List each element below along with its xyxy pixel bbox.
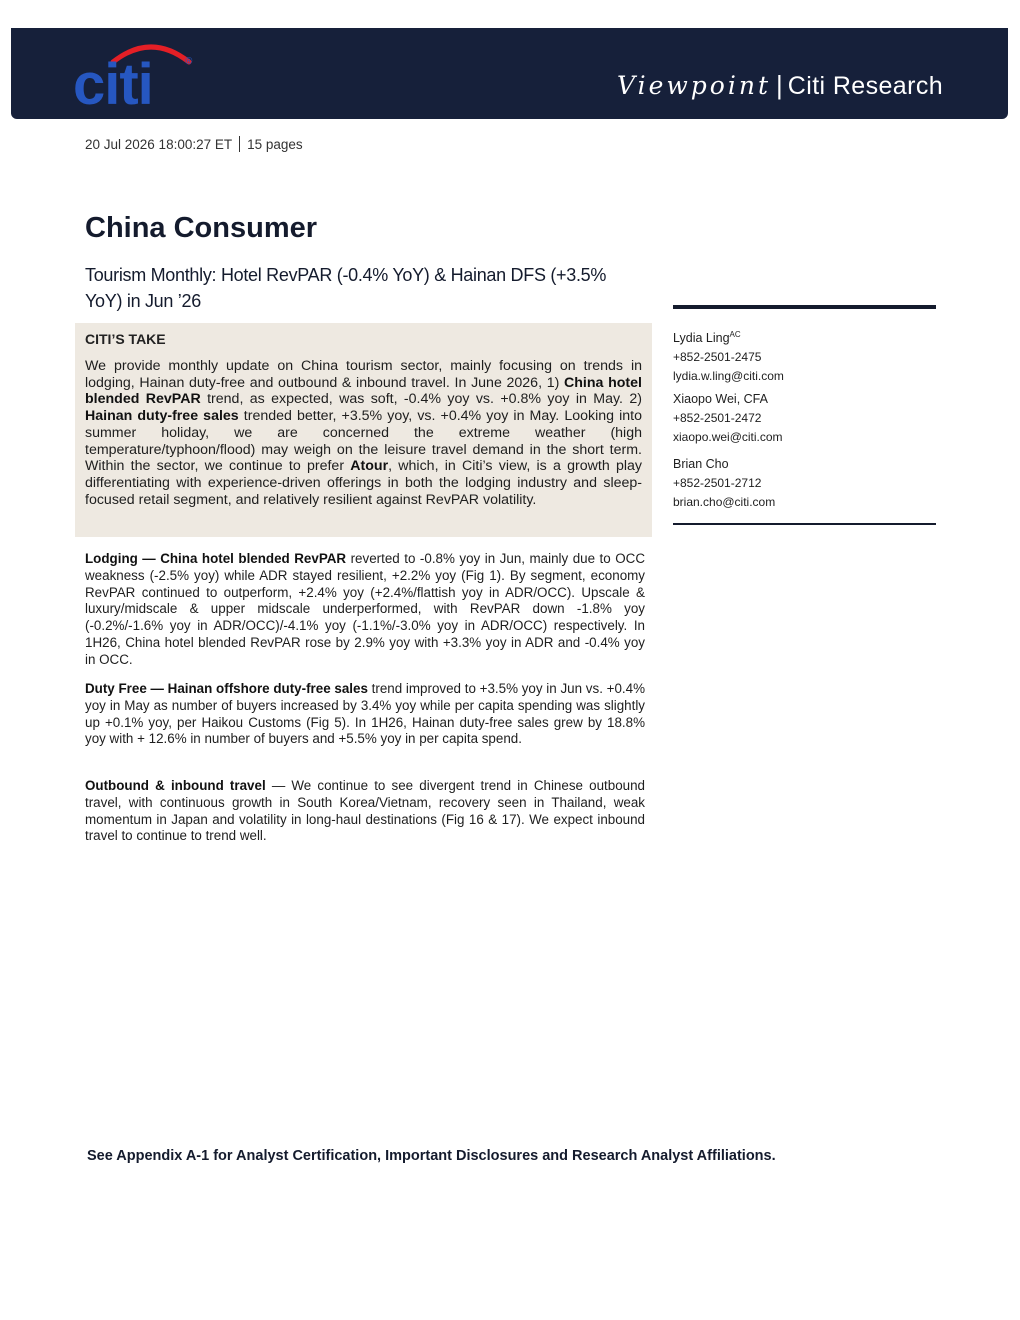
take-text: trended better, +3.5% yoy, vs. +0.4% yoy in May. Looking into summer holiday, we are concerned the extreme weather (high temperature/typhoon/flood) may weigh on the leisure travel demand in the short term. Within the sector, we continue to prefer [85, 408, 643, 475]
analyst-phone: +852-2501-2475 [673, 350, 762, 365]
citi-logo [73, 38, 201, 112]
citis-take-body [85, 358, 642, 508]
travel-section [85, 778, 645, 845]
publish-date: 20 Jul 2026 18:00:27 ET [85, 137, 233, 152]
dateline [85, 136, 303, 152]
section-lead: Outbound & inbound travel [85, 778, 266, 793]
analyst-cert-mark: AC [729, 330, 741, 339]
analyst-phone: +852-2501-2712 [673, 476, 762, 490]
svg-text:citi: citi [73, 52, 153, 112]
report-headline: Tourism Monthly: Hotel RevPAR (-0.4% YoY) & Hainan DFS (+3.5% YoY) in Jun ’26 [85, 265, 607, 311]
page-count: 15 pages [247, 137, 303, 152]
svg-text:®: ® [185, 56, 193, 67]
lodging-section [85, 551, 645, 669]
brand-separator: | [776, 70, 783, 100]
analyst-email[interactable]: xiaopo.wei@citi.com [673, 430, 783, 444]
analyst-name: Xiaopo Wei, CFA [673, 392, 768, 406]
section-text: reverted to -0.8% yoy in Jun, mainly due to OCC weakness (-2.5% yoy) while ADR stayed resilient, +2.2% yoy (Fig 1). By segment, economy RevPAR continued to outperform, +2.4% yoy (+2.4%/flattish yoy in ADR/OCC). Upscale & luxury/midscale & upper midscale underperformed, with RevPAR down -1.8% yoy (-0.2%/-1.6% yoy in ADR/OCC)/-4.1% yoy (-1.1%/-3.0% yoy in ADR/OCC) respectively. In 1H26, China hotel blended RevPAR rose by 2.9% yoy with +3.3% yoy in ADR and -0.4% yoy in OCC. [85, 551, 645, 667]
analyst-card [673, 325, 936, 386]
take-highlight: China hotel blended RevPAR [85, 374, 642, 408]
analyst-email[interactable]: lydia.w.ling@citi.com [673, 369, 784, 384]
analyst-name: Brian Cho [673, 457, 729, 471]
citis-take-box [75, 323, 652, 537]
analyst-card [673, 455, 936, 512]
analyst-phone: +852-2501-2472 [673, 411, 762, 425]
take-text: trend, as expected, was soft, -0.4% yoy vs. +0.8% yoy in May. 2) [200, 391, 642, 408]
take-text: We provide monthly update on China tourism sector, mainly focusing on trends in lodging, Hainan duty-free and outbound & inbound travel. In June 2026, 1) [85, 358, 642, 391]
section-lead: Lodging — China hotel blended RevPAR [85, 551, 347, 566]
analyst-name: Lydia Ling$^{AC}$ [673, 330, 741, 346]
header-banner [11, 28, 1008, 119]
analyst-email[interactable]: brian.cho@citi.com [673, 495, 776, 509]
take-text: , which, in Citi’s view, is a growth play differentiating with experience-driven offerings in both the lodging industry and sleep-focused retail segment, and relatively resilient against RevPAR volatility. [85, 458, 642, 508]
section-text: — We continue to see divergent trend in Chinese outbound travel, with continuous growth in South Korea/Vietnam, recovery seen in Thailand, weak momentum in Japan and volatility in long-haul destinations (Fig 16 & 17). We expect inbound travel to continue to trend well. [85, 778, 645, 844]
take-highlight: Atour [350, 458, 389, 475]
section-lead: Duty Free — Hainan offshore duty-free sales [85, 681, 368, 696]
duty-free-section [85, 681, 645, 748]
section-text: trend improved to +3.5% yoy in Jun vs. +0.4% yoy in May as number of buyers increased by 3.4% yoy while per capita spending was slightly up +0.1% yoy, per Haikou Customs (Fig 5). In 1H26, Hainan duty-free sales grew by 18.8% yoy with + 12.6% in number of buyers and +5.5% yoy in per capita spend. [85, 681, 646, 747]
take-highlight: Hainan duty-free sales [85, 408, 239, 425]
publisher-name: Citi Research [787, 72, 944, 100]
citis-take-title: CITI’S TAKE [85, 331, 166, 347]
publication-brand [617, 70, 943, 101]
disclosure-note: See Appendix A-1 for Analyst Certification, Important Disclosures and Research Analyst Affiliations. [87, 1148, 776, 1164]
analyst-card [673, 390, 936, 447]
analyst-panel [673, 305, 936, 525]
dateline-divider [239, 136, 240, 152]
sector-title: China Consumer [85, 212, 318, 244]
series-name: Viewpoint [617, 71, 772, 100]
